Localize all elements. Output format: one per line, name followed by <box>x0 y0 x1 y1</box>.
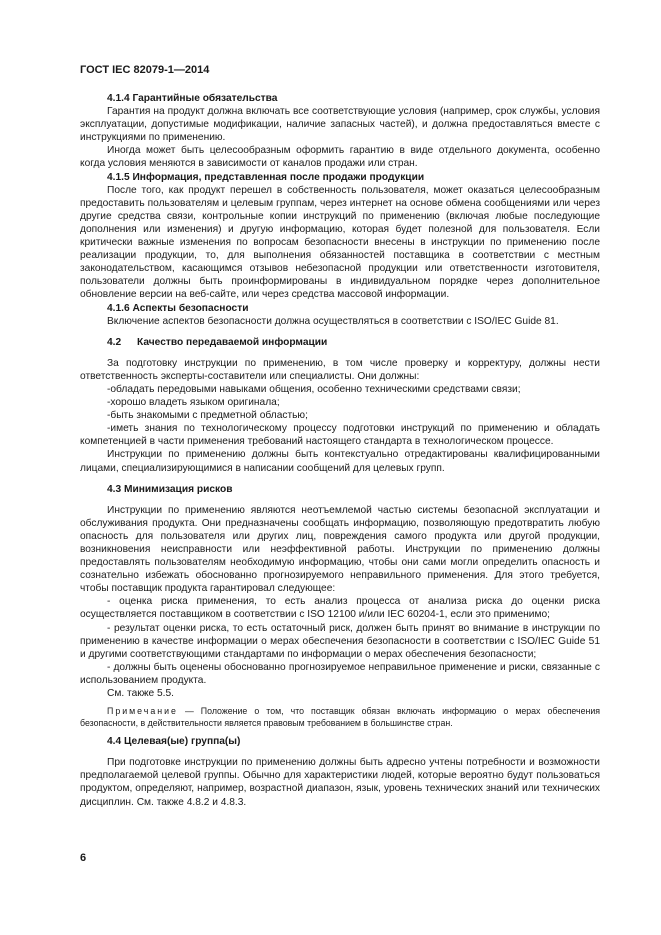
list-item: -обладать передовыми навыками общения, особенно техническими средствами связи; <box>107 383 521 395</box>
page-number: 6 <box>80 852 87 864</box>
paragraph: После того, как продукт перешел в собственность пользователя, может оказаться целесообразным предоставить пользователям и целевым группам, через интернет на основе обмена сообщениями или через другие средства связи, контрольные копии инструкций по применению (включая любые последующие дополнения или изменения) и другую информацию, которая будет полезной для пользователя. Если критически важные изменения по вопросам безопасности внесены в инструкции по применению после реализации продукции, то, для выполнения обязанностей поставщика в соответствии с местным законодательством, касающимся отзывов небезопасной продукции или ответственности изготовителя, пользователи должны быть проинформированы в индивидуальном порядке через дополнительное обновление версии на веб-сайте, или через средства массовой информации. <box>80 184 600 301</box>
section-4-1-6-heading: 4.1.6 Аспекты безопасности <box>107 302 249 314</box>
section-4-3-heading: 4.3 Минимизация рисков <box>107 483 233 495</box>
document-header: ГОСТ IEC 82079-1—2014 <box>80 64 210 76</box>
see-also: См. также 5.5. <box>107 688 174 700</box>
paragraph: При подготовке инструкции по применению должны быть адресно учтены потребности и возможности предполагаемой целевой группы. Обычно для характеристики людей, которые вероятно будут пользоваться продуктом, определяют, например, возрастной диапазон, язык, уровень технических знаний или технических дисциплин. См. также 4.8.2 и 4.8.3. <box>80 757 600 808</box>
note-label: Примечание <box>107 706 178 717</box>
note-text: — Положение о том, что поставщик обязан включать информацию о мерах обеспечения безопасности, в действительности является правовым требованием в большинстве стран. <box>80 706 600 728</box>
list-item: - результат оценки риска, то есть остаточный риск, должен быть принят во внимание в инструкции по применению в качестве информации о мерах обеспечения безопасности в соответствии с ISO/IEC Guide 51 и другими соответствующими стандартами по информации о мерах обеспечения безопасности; <box>80 622 600 660</box>
section-4-1-5-heading: 4.1.5 Информация, представленная после продажи продукции <box>107 171 425 183</box>
list-item: -хорошо владеть языком оригинала; <box>107 397 280 409</box>
list-item: -быть знакомыми с предметной областью; <box>107 410 308 422</box>
paragraph: За подготовку инструкции по применению, в том числе проверку и корректуру, должны нести ответственность эксперты-составители или специалисты. Они должны: <box>80 357 600 382</box>
paragraph: Гарантия на продукт должна включать все соответствующие условия (например, срок службы, условия эксплуатации, допустимые модификации, наличие запасных частей), и должна предоставляться вместе с инструкциями по применению. <box>80 106 600 144</box>
note <box>80 706 600 729</box>
page-content <box>80 92 600 809</box>
list-item: - должны быть оценены обоснованно прогнозируемое неправильное применение и риски, связанные с использованием продукта. <box>80 661 600 686</box>
section-4-1-4-heading: 4.1.4 Гарантийные обязательства <box>107 93 278 104</box>
paragraph: Включение аспектов безопасности должна осуществляться в соответствии с ISO/IEC Guide 81. <box>107 315 559 327</box>
paragraph: Инструкции по применению являются неотъемлемой частью системы безопасной эксплуатации и обслуживания продукта. Они предназначены сообщать информацию, позволяющую предотвратить любую опасность для пользователя или других лиц, повреждения самого продукта или другой продукции, возникновения неисправности или неэффективной работы. Инструкции по применению должны предоставлять пользователям необходимую информацию, чтобы они сами могли определить опасность и сознательно избежать обоснованно прогнозируемого неправильного применения. Для этого требуется, чтобы поставщик продукта гарантировал следующее: <box>80 504 600 595</box>
paragraph: Инструкции по применению должны быть контекстуально отредактированы квалифицированными лицами, специализирующимися в написании сообщений для целевых групп. <box>80 449 600 474</box>
section-4-2-heading <box>80 336 600 349</box>
list-item: - оценка риска применения, то есть анализ процесса от анализа риска до оценки риска осуществляется поставщиком в соответствии с ISO 12100 и/или IEC 60204-1, если это применимо; <box>80 596 600 621</box>
list-item: -иметь знания по технологическому процессу подготовки инструкций по применению и обладать компетенцией в части применения требований настоящего стандарта в технологическом процессе. <box>80 423 600 448</box>
section-4-4-heading: 4.4 Целевая(ые) группа(ы) <box>107 736 241 748</box>
paragraph: Иногда может быть целесообразным оформить гарантию в виде отдельного документа, особенно когда условия меняются в зависимости от каналов продажи или стран. <box>80 145 600 170</box>
section-number: 4.2 <box>107 336 122 348</box>
section-title: Качество передаваемой информации <box>137 336 328 348</box>
